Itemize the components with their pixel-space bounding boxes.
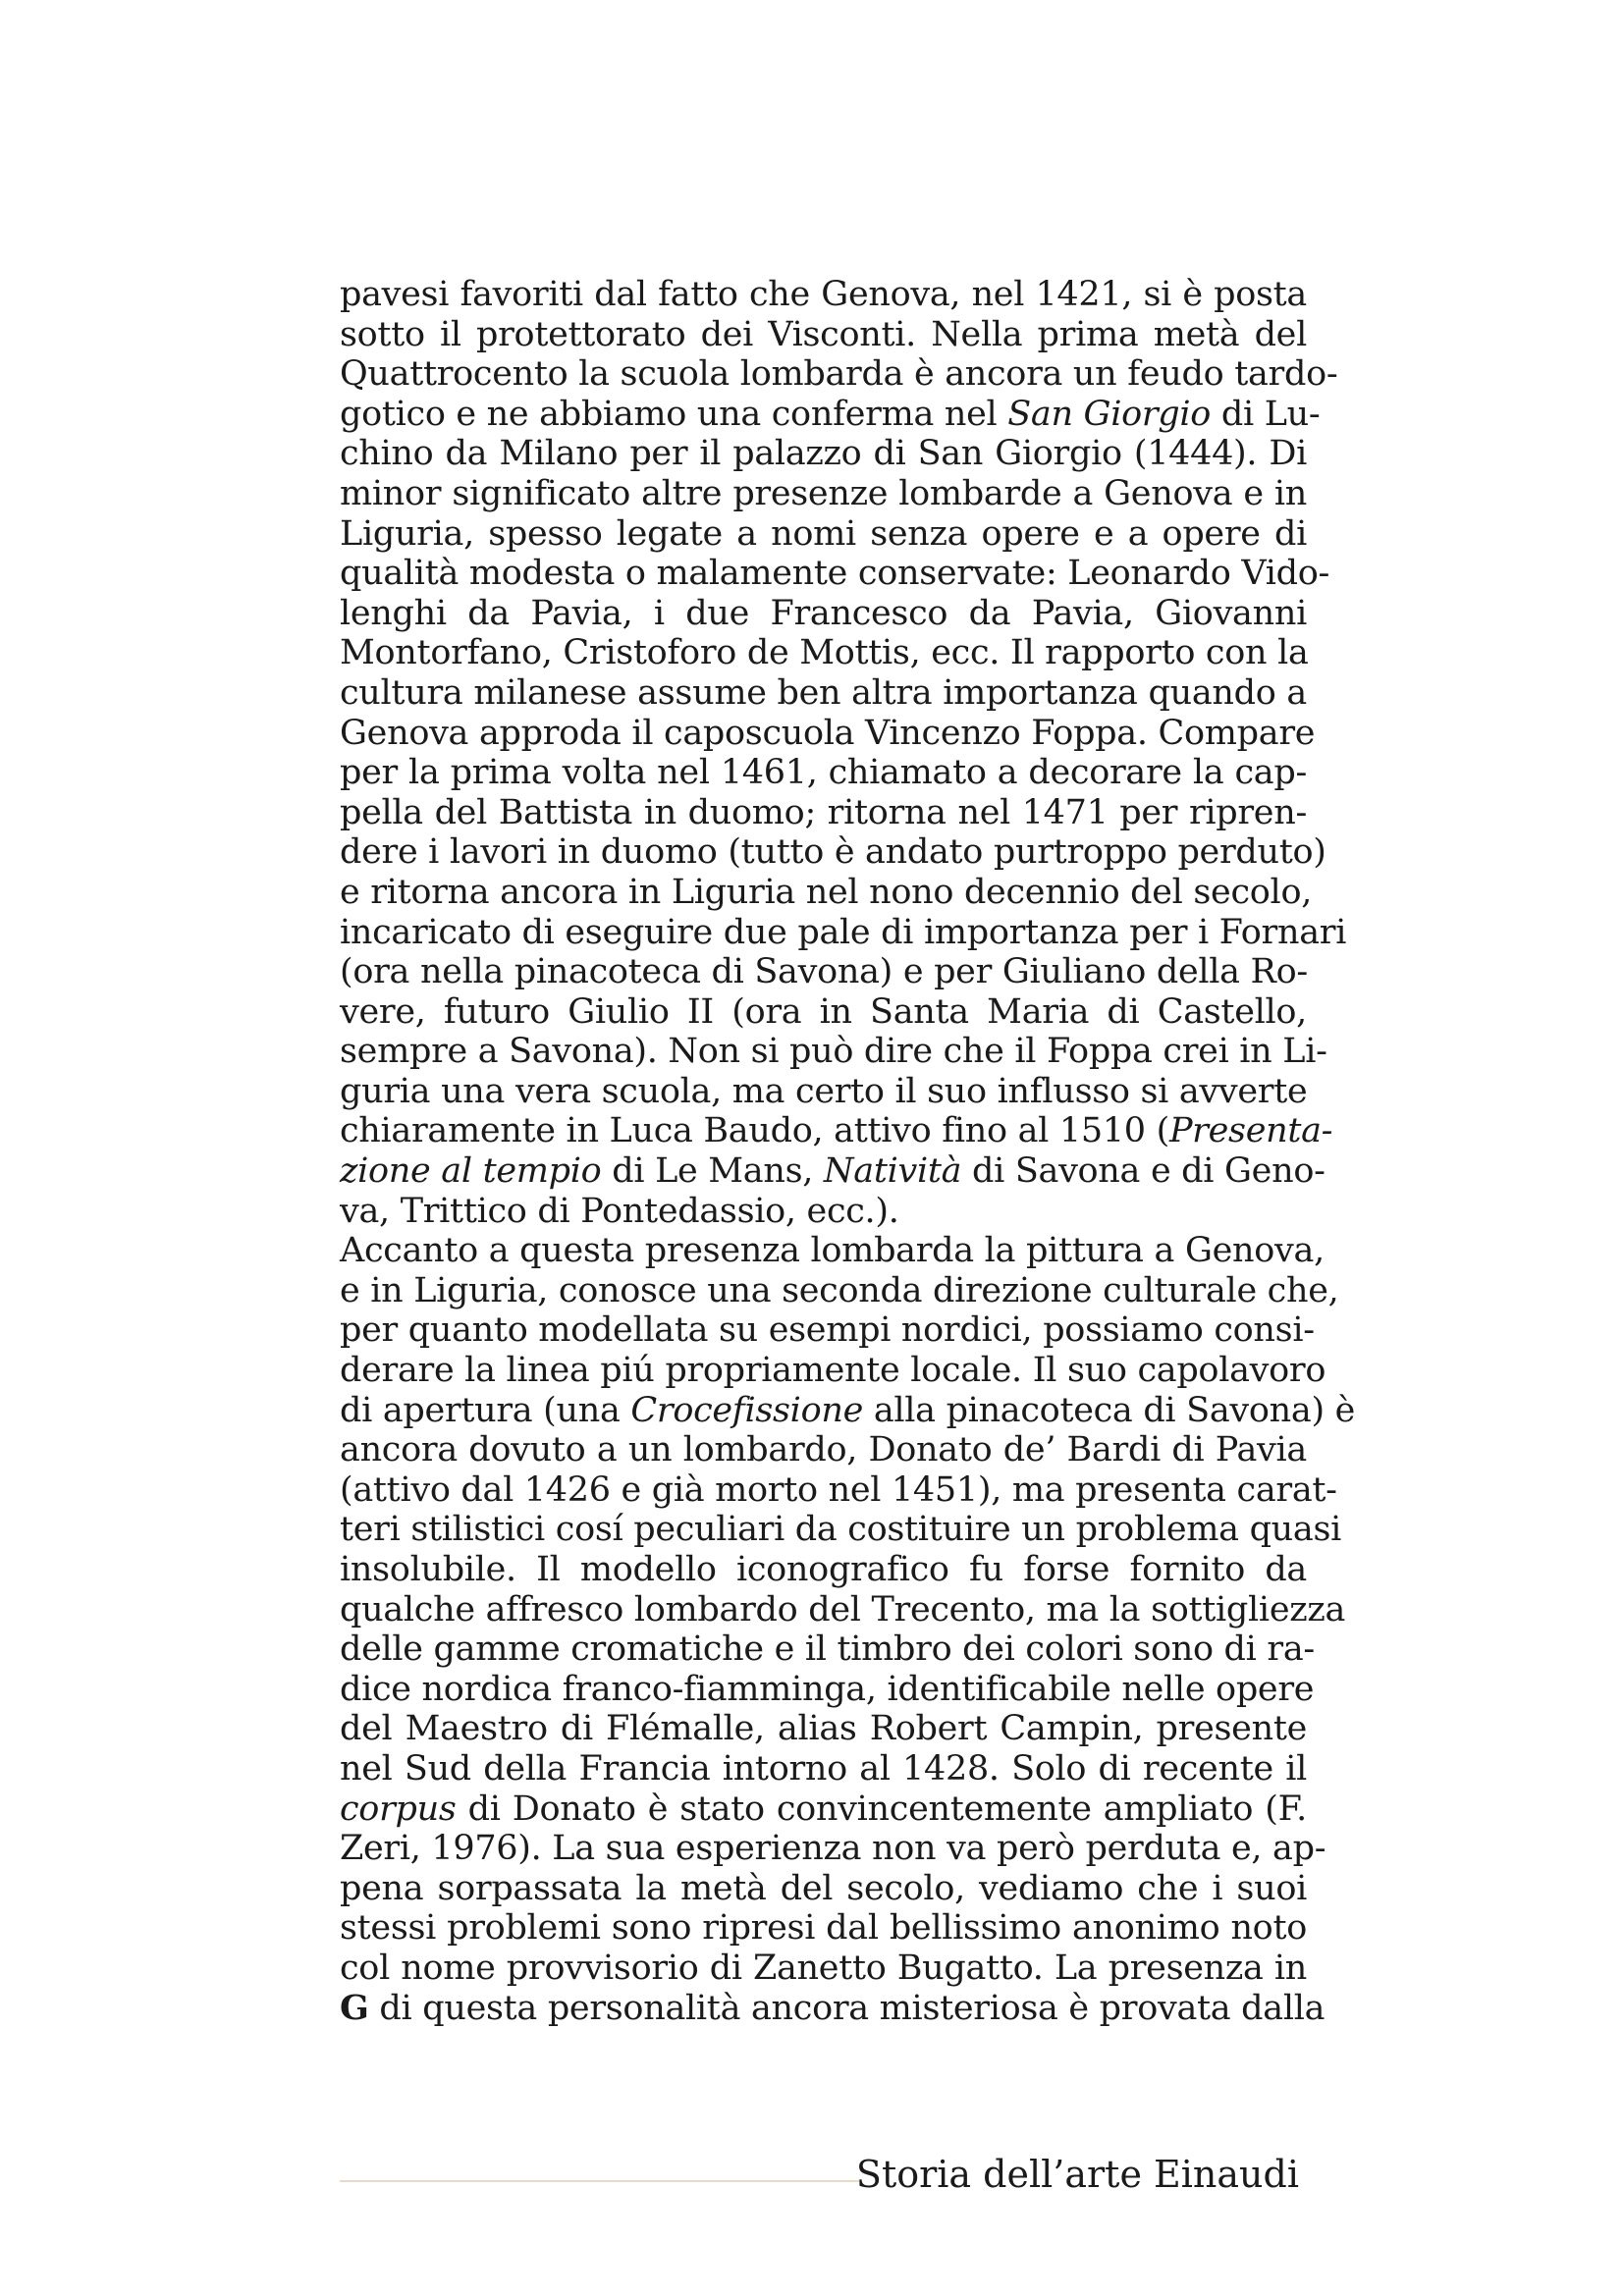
- text-segment: col nome provvisorio di Zanetto Bugatto. La presenza in: [340, 1948, 1307, 1988]
- text-segment: delle gamme cromatiche e il timbro dei colori sono di ra-: [340, 1629, 1315, 1670]
- italic-text: San Giorgio: [1007, 394, 1212, 434]
- text-segment: per quanto modellata su esempi nordici, possiamo consi-: [340, 1310, 1315, 1351]
- text-segment: pavesi favoriti dal fatto che Genova, nel 1421, si è posta: [340, 275, 1307, 314]
- text-line: [340, 1709, 1307, 1749]
- text-segment: cultura milanese assume ben altra importanza quando a: [340, 672, 1307, 713]
- text-line: [340, 1390, 1356, 1431]
- text-line: [340, 275, 1307, 315]
- text-line: [340, 394, 1321, 435]
- text-segment: gotico e ne abbiamo una conferma nel: [340, 394, 1008, 434]
- text-segment: Accanto a questa presenza lombarda la pittura a Genova,: [340, 1231, 1325, 1271]
- text-segment: Liguria, spesso legate a nomi senza opere e a opere di: [340, 513, 1307, 554]
- text-segment: Quattrocento la scuola lombarda è ancora un feudo tardo-: [340, 354, 1338, 395]
- text-line: [340, 912, 1347, 953]
- text-line: [340, 1270, 1339, 1311]
- text-segment: chiaramente in Luca Baudo, attivo fino al 1510 (: [340, 1111, 1169, 1151]
- text-segment: Zeri, 1976). La sua esperienza non va però perduta e, ap-: [340, 1829, 1326, 1869]
- text-line: [340, 1669, 1315, 1710]
- text-line: [340, 673, 1307, 714]
- text-segment: guria una vera scuola, ma certo il suo influsso si avverte: [340, 1071, 1308, 1111]
- text-line: [340, 753, 1307, 793]
- text-segment: qualche affresco lombardo del Trecento, ma la sottigliezza: [340, 1589, 1346, 1629]
- text-line: [340, 1908, 1307, 1949]
- text-line: [340, 1987, 1325, 2029]
- text-line: [340, 1629, 1315, 1670]
- text-line: [340, 1231, 1325, 1271]
- text-segment: chino da Milano per il palazzo di San Giorgio (1444). Di: [340, 434, 1307, 474]
- text-line: [340, 514, 1307, 555]
- italic-text: zione al tempio: [340, 1151, 602, 1192]
- italic-text: Natività: [823, 1151, 962, 1192]
- text-line: [340, 1469, 1337, 1511]
- text-segment: Montorfano, Cristoforo de Mottis, ecc. Il rapporto con la: [340, 633, 1309, 673]
- text-line: [340, 872, 1313, 913]
- text-line: [340, 434, 1307, 474]
- text-line: [340, 1949, 1307, 1989]
- text-segment: lenghi da Pavia, i due Francesco da Pavia, Giovanni: [340, 593, 1307, 633]
- text-segment: di Le Mans,: [601, 1151, 824, 1192]
- text-line: [340, 1310, 1315, 1351]
- text-line: [340, 1829, 1326, 1869]
- text-line: [340, 1789, 1307, 1830]
- text-segment: Genova approda il caposcuola Vincenzo Foppa. Compare: [340, 713, 1316, 753]
- text-segment: di Savona e di Geno-: [961, 1151, 1325, 1192]
- text-segment: e ritorna ancora in Liguria nel nono decennio del secolo,: [340, 872, 1313, 912]
- text-segment: teri stilistici cosí peculiari da costituire un problema quasi: [340, 1510, 1342, 1550]
- text-segment: (attivo dal 1426 e già morto nel 1451), ma presenta carat-: [340, 1469, 1337, 1510]
- text-segment: e in Liguria, conosce una seconda direzione culturale che,: [340, 1270, 1339, 1310]
- text-line: [340, 713, 1316, 754]
- text-segment: vere, futuro Giulio II (ora in Santa Maria di Castello,: [340, 991, 1307, 1032]
- text-segment: derare la linea piú propriamente locale. Il suo capolavoro: [340, 1351, 1326, 1391]
- text-segment: (ora nella pinacoteca di Savona) e per Giuliano della Ro-: [340, 952, 1308, 992]
- footer-series-title: Storia dell’arte Einaudi: [855, 2153, 1299, 2196]
- text-segment: per la prima volta nel 1461, chiamato a decorare la cap-: [340, 753, 1307, 793]
- body-text: [340, 275, 1356, 2028]
- bold-text: G: [340, 1987, 369, 2028]
- text-line: [340, 1151, 1325, 1192]
- text-segment: va, Trittico di Pontedassio, ecc.).: [340, 1191, 899, 1231]
- text-segment: del Maestro di Flémalle, alias Robert Campin, presente: [340, 1709, 1307, 1749]
- text-segment: di apertura (una: [340, 1390, 631, 1430]
- text-line: [340, 1869, 1307, 1909]
- text-segment: pella del Battista in duomo; ritorna nel 1471 per ripren-: [340, 792, 1307, 832]
- text-line: [340, 554, 1329, 594]
- text-segment: ancora dovuto a un lombardo, Donato de’ Bardi di Pavia: [340, 1430, 1307, 1470]
- text-segment: minor significato altre presenze lombarde a Genova e in: [340, 473, 1307, 513]
- text-line: [340, 1589, 1346, 1630]
- text-segment: pena sorpassata la metà del secolo, vediamo che i suoi: [340, 1868, 1307, 1908]
- text-segment: alla pinacoteca di Savona) è: [863, 1390, 1356, 1430]
- text-line: [340, 1550, 1307, 1590]
- text-line: [340, 832, 1326, 873]
- text-line: [340, 354, 1338, 395]
- text-segment: sempre a Savona). Non si può dire che il Foppa crei in Li-: [340, 1032, 1327, 1072]
- text-line: [340, 1111, 1333, 1151]
- text-line: [340, 594, 1307, 634]
- text-line: [340, 633, 1307, 673]
- text-segment: stessi problemi sono ripresi dal bellissimo anonimo noto: [340, 1908, 1307, 1949]
- text-line: [340, 1072, 1307, 1112]
- italic-text: corpus: [340, 1789, 457, 1829]
- text-line: [340, 1510, 1342, 1550]
- text-segment: insolubile. Il modello iconografico fu forse fornito da: [340, 1550, 1307, 1589]
- text-line: [340, 474, 1307, 514]
- text-line: [340, 1430, 1307, 1470]
- text-line: [340, 793, 1307, 833]
- text-line: [340, 1192, 1307, 1232]
- text-line: [340, 952, 1307, 992]
- text-line: [340, 992, 1307, 1033]
- text-line: [340, 1749, 1307, 1789]
- text-segment: nel Sud della Francia intorno al 1428. Solo di recente il: [340, 1748, 1307, 1789]
- text-segment: dice nordica franco-fiamminga, identificabile nelle opere: [340, 1669, 1315, 1709]
- text-segment: sotto il protettorato dei Visconti. Nella prima metà del: [340, 314, 1307, 354]
- text-segment: di Donato è stato convincentemente ampliato (F.: [456, 1789, 1307, 1829]
- text-segment: di questa personalità ancora misteriosa è provata dalla: [368, 1988, 1325, 2028]
- text-segment: dere i lavori in duomo (tutto è andato purtroppo perduto): [340, 832, 1326, 873]
- text-segment: di Lu-: [1211, 394, 1321, 434]
- italic-text: Crocefissione: [630, 1390, 863, 1430]
- text-line: [340, 1032, 1327, 1072]
- text-line: [340, 1351, 1326, 1391]
- text-line: [340, 315, 1307, 355]
- italic-text: Presenta-: [1168, 1111, 1333, 1151]
- text-segment: incaricato di eseguire due pale di importanza per i Fornari: [340, 912, 1347, 952]
- footer-rule: [340, 2180, 860, 2182]
- text-segment: qualità modesta o malamente conservate: Leonardo Vido-: [340, 554, 1329, 594]
